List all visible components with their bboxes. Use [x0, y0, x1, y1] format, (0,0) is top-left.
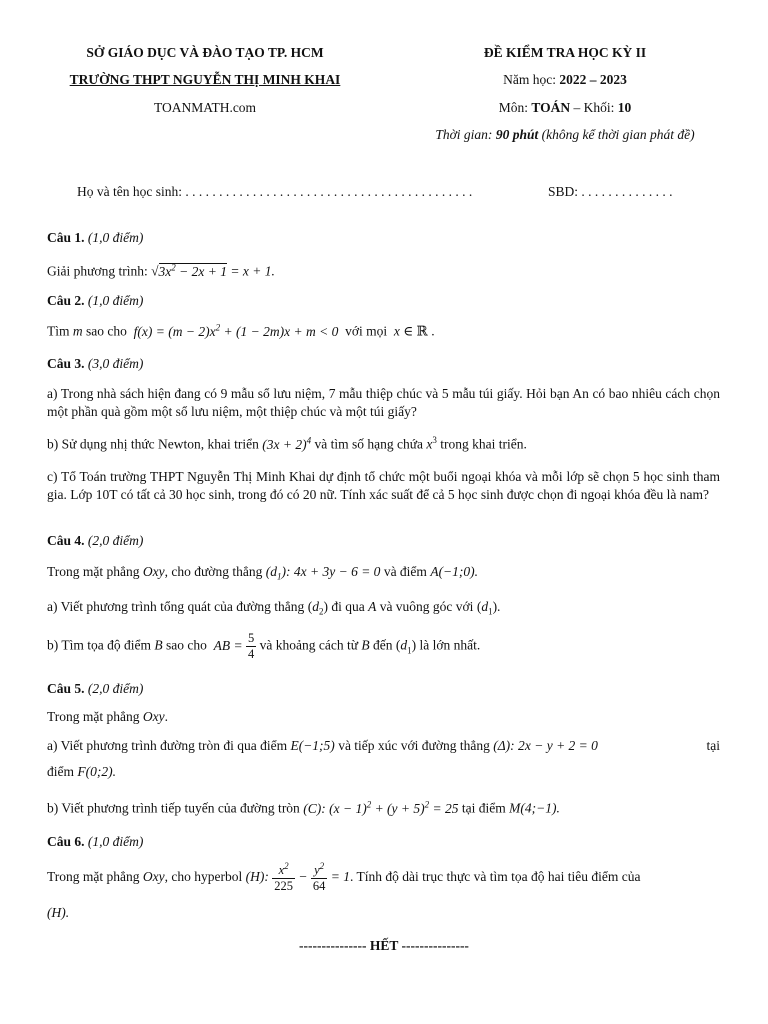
question-text: sao cho [166, 637, 207, 653]
question-text: a) Viết phương trình tổng quát của đường thẳng [47, 599, 305, 614]
subject-line [405, 99, 725, 117]
year-label: Năm học: [503, 72, 560, 87]
question-3-title [47, 355, 143, 373]
question-text: b) Tìm tọa độ điểm [47, 637, 151, 653]
question-text: Trong mặt phẳng [47, 709, 140, 724]
question-text: , cho đường thẳng [164, 564, 263, 579]
question-title-text: Câu 6. [47, 834, 85, 849]
question-text: b) Sử dụng nhị thức Newton, khai triển [47, 436, 259, 452]
question-text: , cho hyperbol [164, 868, 243, 884]
question-points: (1,0 điểm) [87, 230, 144, 245]
equation: (H). [47, 905, 70, 920]
time-label: Thời gian: [435, 127, 496, 142]
question-points: (3,0 điểm) [87, 356, 144, 371]
question-title-text: Câu 5. [47, 681, 85, 696]
equation: AB = $\frac{5}{4}$ [213, 631, 255, 662]
question-text: Trong mặt phẳng [47, 868, 140, 884]
question-points: (1,0 điểm) [87, 293, 144, 308]
student-id-field: SBD: . . . . . . . . . . . . . . [548, 184, 673, 199]
question-2-title [47, 292, 143, 310]
question-5a [47, 737, 720, 755]
question-text: Trong mặt phẳng [47, 564, 140, 579]
question-2-body: Tìm m sao cho $f(x) = (m - 2)x^2 + (1 - 2m)x + m < 0$ với mọi x ∈ ℝ . [47, 322, 435, 339]
time-note: (không kể thời gian phát đề) [538, 127, 695, 142]
question-text: tại [706, 738, 720, 753]
equation: (H): $\frac{x^2}{225}$ − $\frac{y^2}{64}$ = 1 [245, 861, 350, 894]
question-3a: a) Trong nhà sách hiện đang có 9 mẫu sổ lưu niệm, 7 mẫu thiệp chúc và 5 mẫu túi giấy. Hỏi bạn An có bao nhiêu cách chọn một phần quà gồm một sổ lưu niệm, một thiệp chúc và một túi giấy? [47, 386, 720, 420]
equation: $(d_1)$: 4x + 3y − 6 = 0 [265, 564, 381, 582]
question-4b: b) Tìm tọa độ điểm B sao cho AB = $\frac{5}{4}$ và khoảng cách từ B đến $(d_1)$ là lớn nhất. [47, 631, 481, 662]
time-line [405, 126, 725, 144]
question-text: đến [373, 637, 393, 653]
question-5-intro: Trong mặt phẳng Oxy. [47, 709, 168, 724]
question-text: tại điểm [461, 800, 506, 816]
question-1-body [47, 261, 720, 281]
question-6-title [47, 833, 143, 851]
equation: A(−1;0). [430, 564, 479, 579]
equation: (C): $(x - 1)^2 + (y + 5)^2 = 25$ [303, 799, 459, 816]
end-marker: --------------- HẾT --------------- [299, 938, 469, 953]
question-text: . Tính độ dài trục thực và tìm tọa độ hai tiêu điểm của [349, 868, 641, 884]
question-points: (2,0 điểm) [87, 533, 144, 548]
question-4-title [47, 532, 143, 550]
department-name: SỞ GIÁO DỤC VÀ ĐÀO TẠO TP. HCM [86, 45, 324, 60]
question-title-text: Câu 2. [47, 293, 85, 308]
question-6-body: Trong mặt phẳng Oxy, cho hyperbol (H): $\frac{x^2}{225}$ − $\frac{y^2}{64}$ = 1. Tính độ dài trục thực và tìm tọa độ hai tiêu điểm của [47, 861, 641, 894]
question-text: a) Viết phương trình đường tròn đi qua điểm [47, 738, 288, 753]
question-title-text: Câu 3. [47, 356, 85, 371]
question-text: sao cho [82, 323, 127, 339]
question-3c: c) Tổ Toán trường THPT Nguyễn Thị Minh Khai dự định tổ chức một buổi ngoại khóa và mỗi lớp sẽ chọn 5 học sinh tham gia. Lớp 10T có tất cả 30 học sinh, trong đó có 20 nữ. Tính xác suất để cả 5 học sinh được chọn đi ngoại khóa đều là nam? [47, 469, 720, 503]
question-text: đi qua [331, 599, 365, 614]
question-text: b) Viết phương trình tiếp tuyến của đường tròn [47, 800, 300, 816]
grade-value: 10 [617, 100, 632, 115]
question-title-text: Câu 1. [47, 230, 85, 245]
equation: $f(x) = (m - 2)x^2 + (1 - 2m)x + m < 0$ [133, 322, 339, 339]
question-text: và điểm [383, 564, 427, 579]
site-name: TOANMATH.com [153, 100, 257, 115]
subject-label: Môn: [498, 100, 532, 115]
equation: $(3x + 2)^4$ [262, 435, 312, 452]
question-text: và khoảng cách từ [259, 637, 359, 653]
question-5a-cont [47, 763, 720, 781]
subject-value: TOÁN [531, 100, 571, 115]
question-text: và tìm số hạng chứa [314, 436, 424, 452]
question-text: Tìm [47, 323, 73, 339]
question-5-title [47, 680, 143, 698]
grade-label: – Khối: [570, 100, 618, 115]
question-text: Giải phương trình: [47, 263, 148, 279]
question-text: điểm [47, 764, 74, 779]
equation: (Δ): 2x − y + 2 = 0 [493, 738, 598, 753]
question-1-title [47, 229, 143, 247]
question-5b [47, 798, 720, 818]
question-text: là lớn nhất. [419, 637, 481, 653]
question-text: và vuông góc với [379, 599, 474, 614]
question-4-intro: Trong mặt phẳng Oxy, cho đường thẳng $(d_1)$: 4x + 3y − 6 = 0 và điểm A(−1;0). [47, 564, 479, 582]
student-name-field: Họ và tên học sinh: . . . . . . . . . . . . . . . . . . . . . . . . . . . . . . . . . . . . . . . . . . . [77, 184, 473, 199]
question-points: (2,0 điểm) [87, 681, 144, 696]
equation: M(4;−1). [509, 800, 560, 816]
question-text: với mọi [345, 323, 388, 339]
question-points: (1,0 điểm) [87, 834, 144, 849]
question-6-body-cont [47, 904, 720, 922]
question-4a: a) Viết phương trình tổng quát của đường thẳng $(d_2)$ đi qua A và vuông góc với $(d_1)$. [47, 599, 501, 617]
equation: F(0;2). [77, 764, 116, 779]
exam-title: ĐỀ KIỂM TRA HỌC KỲ II [483, 45, 647, 60]
time-value: 90 phút [495, 127, 539, 142]
question-text: trong khai triển. [440, 436, 527, 452]
question-title-text: Câu 4. [47, 533, 85, 548]
equation: $√3x^2 - 2x + 1 = x + 1$. [151, 262, 275, 279]
equation: E(−1;5) [290, 738, 335, 753]
school-name: TRƯỜNG THPT NGUYỄN THỊ MINH KHAI [69, 72, 341, 87]
school-year [405, 71, 725, 89]
question-text: và tiếp xúc với đường thẳng [338, 738, 490, 753]
year-value: 2022 – 2023 [559, 72, 627, 87]
question-3b: b) Sử dụng nhị thức Newton, khai triển $(3x + 2)^4$ và tìm số hạng chứa $x^3$ trong khai triển. [47, 435, 527, 452]
